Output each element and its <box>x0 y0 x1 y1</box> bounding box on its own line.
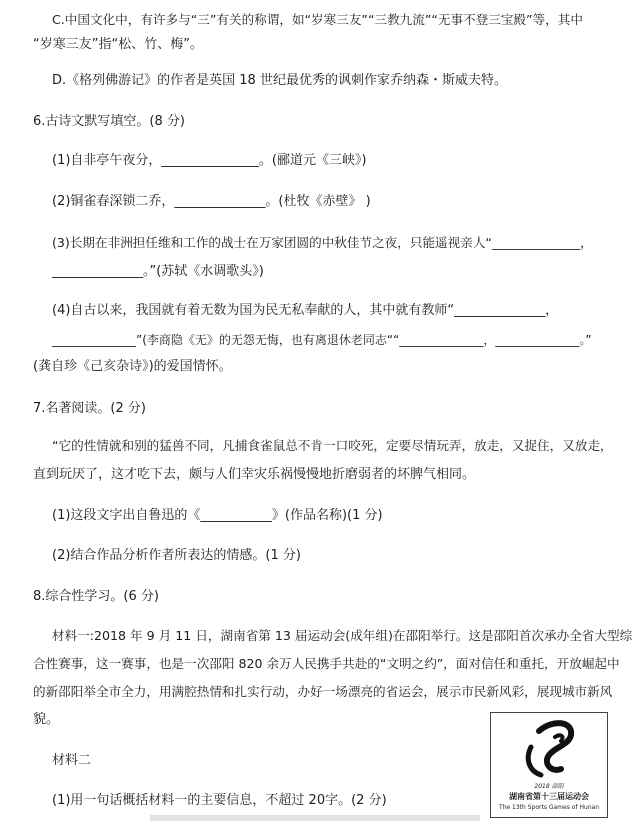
question-8-title: 8.综合性学习。(6 分) <box>33 589 159 604</box>
logo-small-caption: 2018 邵阳 <box>534 783 564 790</box>
question-7-title: 7.名著阅读。(2 分) <box>33 401 146 416</box>
q7-excerpt-line1: “它的性情就和别的猛兽不同，凡捕食雀鼠总不肯一口咬死，定要尽情玩弄，放走，又捉住，又放走， <box>52 438 613 453</box>
sports-games-logo <box>490 712 608 818</box>
q7-excerpt-line2: 直到玩厌了，这才吃下去，颇与人们幸灾乐祸慢慢地折磨弱者的坏脾气相同。 <box>33 467 476 482</box>
logo-cn-caption: 湖南省第十三届运动会 <box>509 792 589 801</box>
q6-item-2: (2)铜雀春深锁二乔，______________。(杜牧《赤壁》 ) <box>52 194 371 209</box>
question-6-title: 6.古诗文默写填空。(8 分) <box>33 114 185 129</box>
emblem-icon <box>491 713 607 783</box>
q7-item-2: (2)结合作品分析作者所表达的情感。(1 分) <box>52 548 301 563</box>
q6-item-1: (1)自非亭午夜分，_______________。(郦道元《三峡》) <box>52 153 367 168</box>
q8-material-1-line3: 的新邵阳举全市全力，用满腔热情和扎实行动，办好一场漂亮的省运会，展示市民新风彩，展现城市新风 <box>33 684 613 699</box>
logo-en-caption: The 13th Sports Games of Hunan <box>498 804 600 811</box>
q7-item-1: (1)这段文字出自鲁迅的《___________》(作品名称)(1 分) <box>52 508 383 523</box>
option-c-line1: C.中国文化中，有许多与“三”有关的称谓，如“岁寒三友”“三教九流”“无事不登三宝殿”等，其中 <box>52 12 583 27</box>
q6-item-4-line3: (龚自珍《己亥杂诗》)的爱国情怀。 <box>33 359 232 374</box>
q8-material-1-line1: 材料一:2018 年 9 月 11 日，湖南省第 13 届运动会(成年组)在邵阳举行。这是邵阳首次承办全省大型综 <box>52 628 633 643</box>
q6-item-4-line1: (4)自古以来，我国就有着无数为国为民无私奉献的人，其中就有教师“______________， <box>52 303 559 318</box>
q8-material-2-label: 材料二 <box>52 753 92 768</box>
q8-item-1: (1)用一句话概括材料一的主要信息，不超过 20字。(2 分) <box>52 793 387 808</box>
q6-item-4-line2: ______________”(李商隐《无》的无怨无悔，也有离退休老同志““______________，______________。” <box>52 333 592 347</box>
option-c-line2: “岁寒三友”指“松、竹、梅”。 <box>33 37 203 52</box>
cut-off-text-fragment <box>150 815 480 821</box>
option-d: D.《格列佛游记》的作者是英国 18 世纪最优秀的讽刺作家乔纳森・斯威夫特。 <box>52 73 507 88</box>
q6-item-3-line2: ______________。”(苏轼《水调歌头》) <box>52 264 264 279</box>
q8-material-1-line4: 貌。 <box>33 712 60 727</box>
q6-item-3-line1: (3)长期在非洲担任维和工作的战士在万家团圆的中秋佳节之夜，只能遥视亲人“______________， <box>52 235 593 250</box>
q8-material-1-line2: 合性赛事，这一赛事，也是一次邵阳 820 余万人民携手共赴的“文明之约”，面对信任和重托，开放崛起中 <box>33 656 620 671</box>
